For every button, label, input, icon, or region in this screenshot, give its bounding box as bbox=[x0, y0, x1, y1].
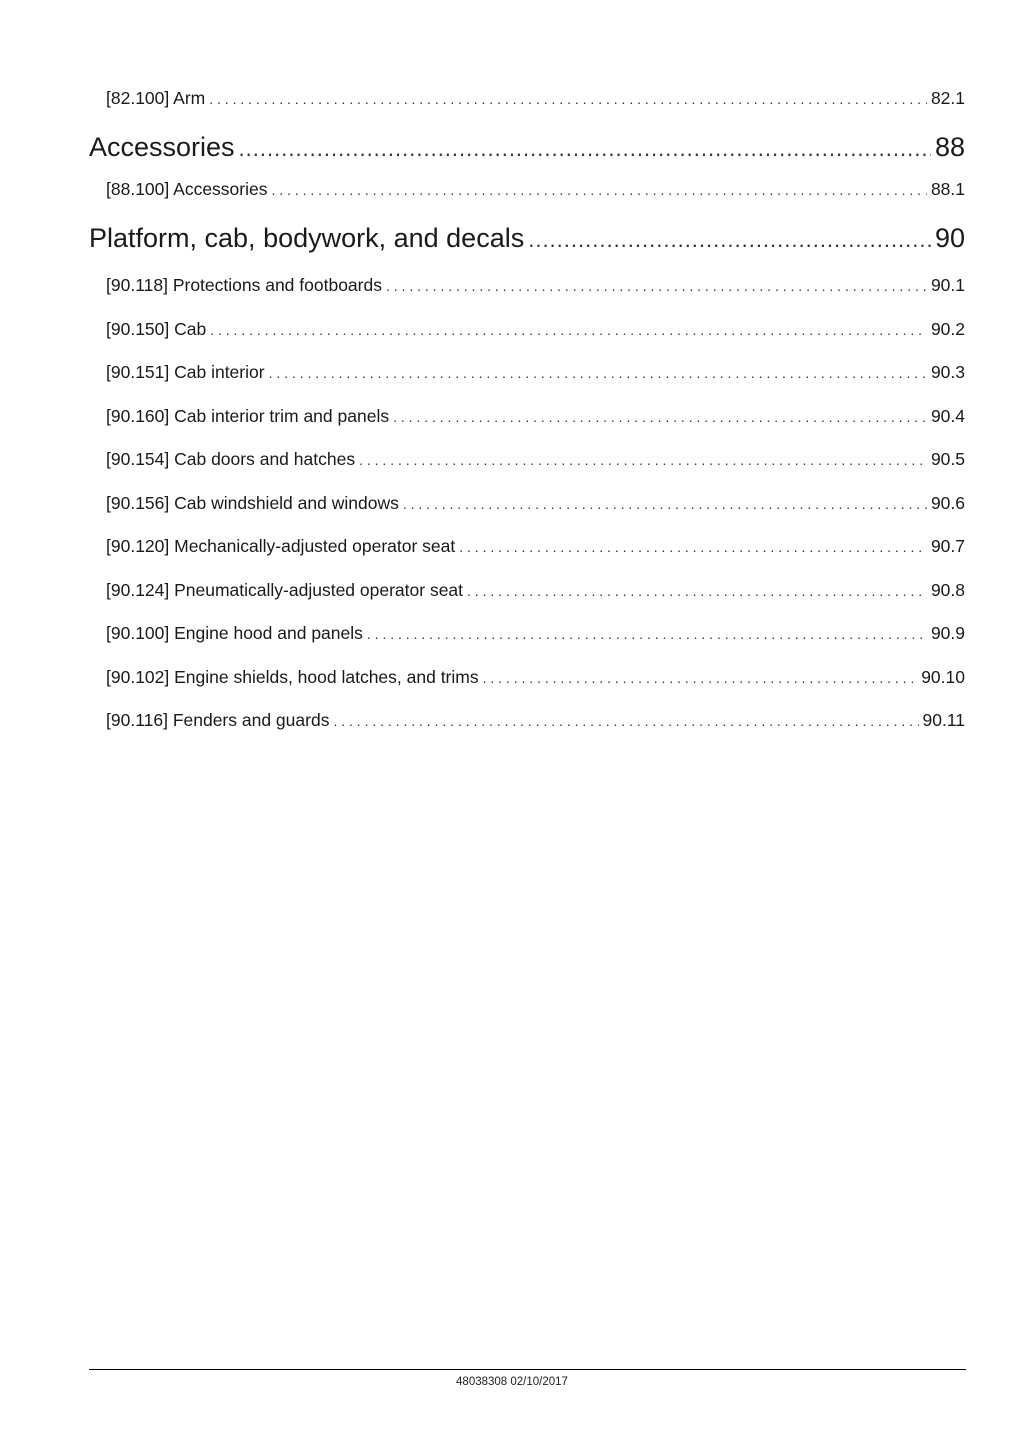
dot-leader bbox=[393, 409, 927, 425]
dot-leader bbox=[333, 713, 918, 729]
toc-entry-90-116[interactable] bbox=[106, 710, 965, 731]
toc-entry-page: 90.6 bbox=[930, 493, 965, 513]
toc-entry-label: [90.116] Fenders and guards bbox=[106, 710, 330, 730]
dot-leader bbox=[269, 365, 927, 381]
toc-entry-label: [82.100] Arm bbox=[106, 88, 206, 108]
toc-entry-label: [90.154] Cab doors and hatches bbox=[106, 449, 356, 469]
toc-entry-page: 90.4 bbox=[930, 406, 965, 426]
toc-entry-page: 90.7 bbox=[930, 536, 965, 556]
toc-entry-page: 90.9 bbox=[930, 623, 965, 643]
toc-section-page: 90 bbox=[934, 223, 965, 253]
toc-entry-page: 90.2 bbox=[930, 319, 965, 339]
toc-entry-90-151[interactable] bbox=[106, 362, 965, 383]
footer-doc-id: 48038308 02/10/2017 bbox=[456, 1376, 568, 1388]
toc-entry-label: [88.100] Accessories bbox=[106, 179, 268, 199]
dot-leader bbox=[271, 182, 926, 198]
toc-section-page: 88 bbox=[934, 132, 965, 162]
footer-divider bbox=[89, 1369, 966, 1370]
toc-entry-label: [90.118] Protections and footboards bbox=[106, 275, 382, 295]
toc-entry-page: 90.10 bbox=[921, 667, 965, 687]
toc-entry-90-124[interactable] bbox=[106, 580, 965, 601]
dot-leader bbox=[403, 496, 927, 512]
dot-leader bbox=[467, 583, 927, 599]
toc-entry-page: 90.1 bbox=[930, 275, 965, 295]
toc-entry-82-100[interactable] bbox=[106, 88, 965, 109]
toc-entry-label: [90.160] Cab interior trim and panels bbox=[106, 406, 390, 426]
toc-entry-90-156[interactable] bbox=[106, 493, 965, 514]
toc-entry-90-120[interactable] bbox=[106, 536, 965, 557]
dot-leader bbox=[528, 227, 931, 253]
toc-entry-label: [90.120] Mechanically-adjusted operator seat bbox=[106, 536, 456, 556]
dot-leader bbox=[459, 539, 927, 555]
dot-leader bbox=[483, 670, 918, 686]
toc-section-label: Platform, cab, bodywork, and decals bbox=[89, 223, 525, 253]
toc-entry-label: [90.100] Engine hood and panels bbox=[106, 623, 363, 643]
toc-section-label: Accessories bbox=[89, 132, 235, 162]
toc-entry-page: 82.1 bbox=[930, 88, 965, 108]
toc-entry-label: [90.150] Cab bbox=[106, 319, 207, 339]
toc-entry-page: 90.11 bbox=[922, 710, 965, 730]
toc-entry-label: [90.156] Cab windshield and windows bbox=[106, 493, 399, 513]
toc-entry-88-100[interactable] bbox=[106, 179, 965, 200]
toc-entry-90-102[interactable] bbox=[106, 667, 965, 688]
toc-entry-page: 90.5 bbox=[930, 449, 965, 469]
toc-entry-label: [90.151] Cab interior bbox=[106, 362, 265, 382]
dot-leader bbox=[367, 626, 927, 642]
dot-leader bbox=[239, 136, 931, 162]
toc-entry-page: 88.1 bbox=[930, 179, 965, 199]
toc-entry-90-150[interactable] bbox=[106, 319, 965, 340]
toc-entry-90-154[interactable] bbox=[106, 449, 965, 470]
toc-entry-label: [90.124] Pneumatically-adjusted operator seat bbox=[106, 580, 464, 600]
dot-leader bbox=[386, 278, 927, 294]
dot-leader bbox=[359, 452, 927, 468]
toc-entry-90-118[interactable] bbox=[106, 275, 965, 296]
dot-leader bbox=[210, 322, 927, 338]
toc-section-platform-cab[interactable] bbox=[89, 223, 965, 254]
toc-section-accessories[interactable] bbox=[89, 132, 965, 163]
toc-entry-page: 90.3 bbox=[930, 362, 965, 382]
toc-entry-page: 90.8 bbox=[930, 580, 965, 600]
dot-leader bbox=[209, 91, 927, 107]
toc-entry-90-160[interactable] bbox=[106, 406, 965, 427]
toc-entry-label: [90.102] Engine shields, hood latches, and trims bbox=[106, 667, 479, 687]
toc-entry-90-100[interactable] bbox=[106, 623, 965, 644]
